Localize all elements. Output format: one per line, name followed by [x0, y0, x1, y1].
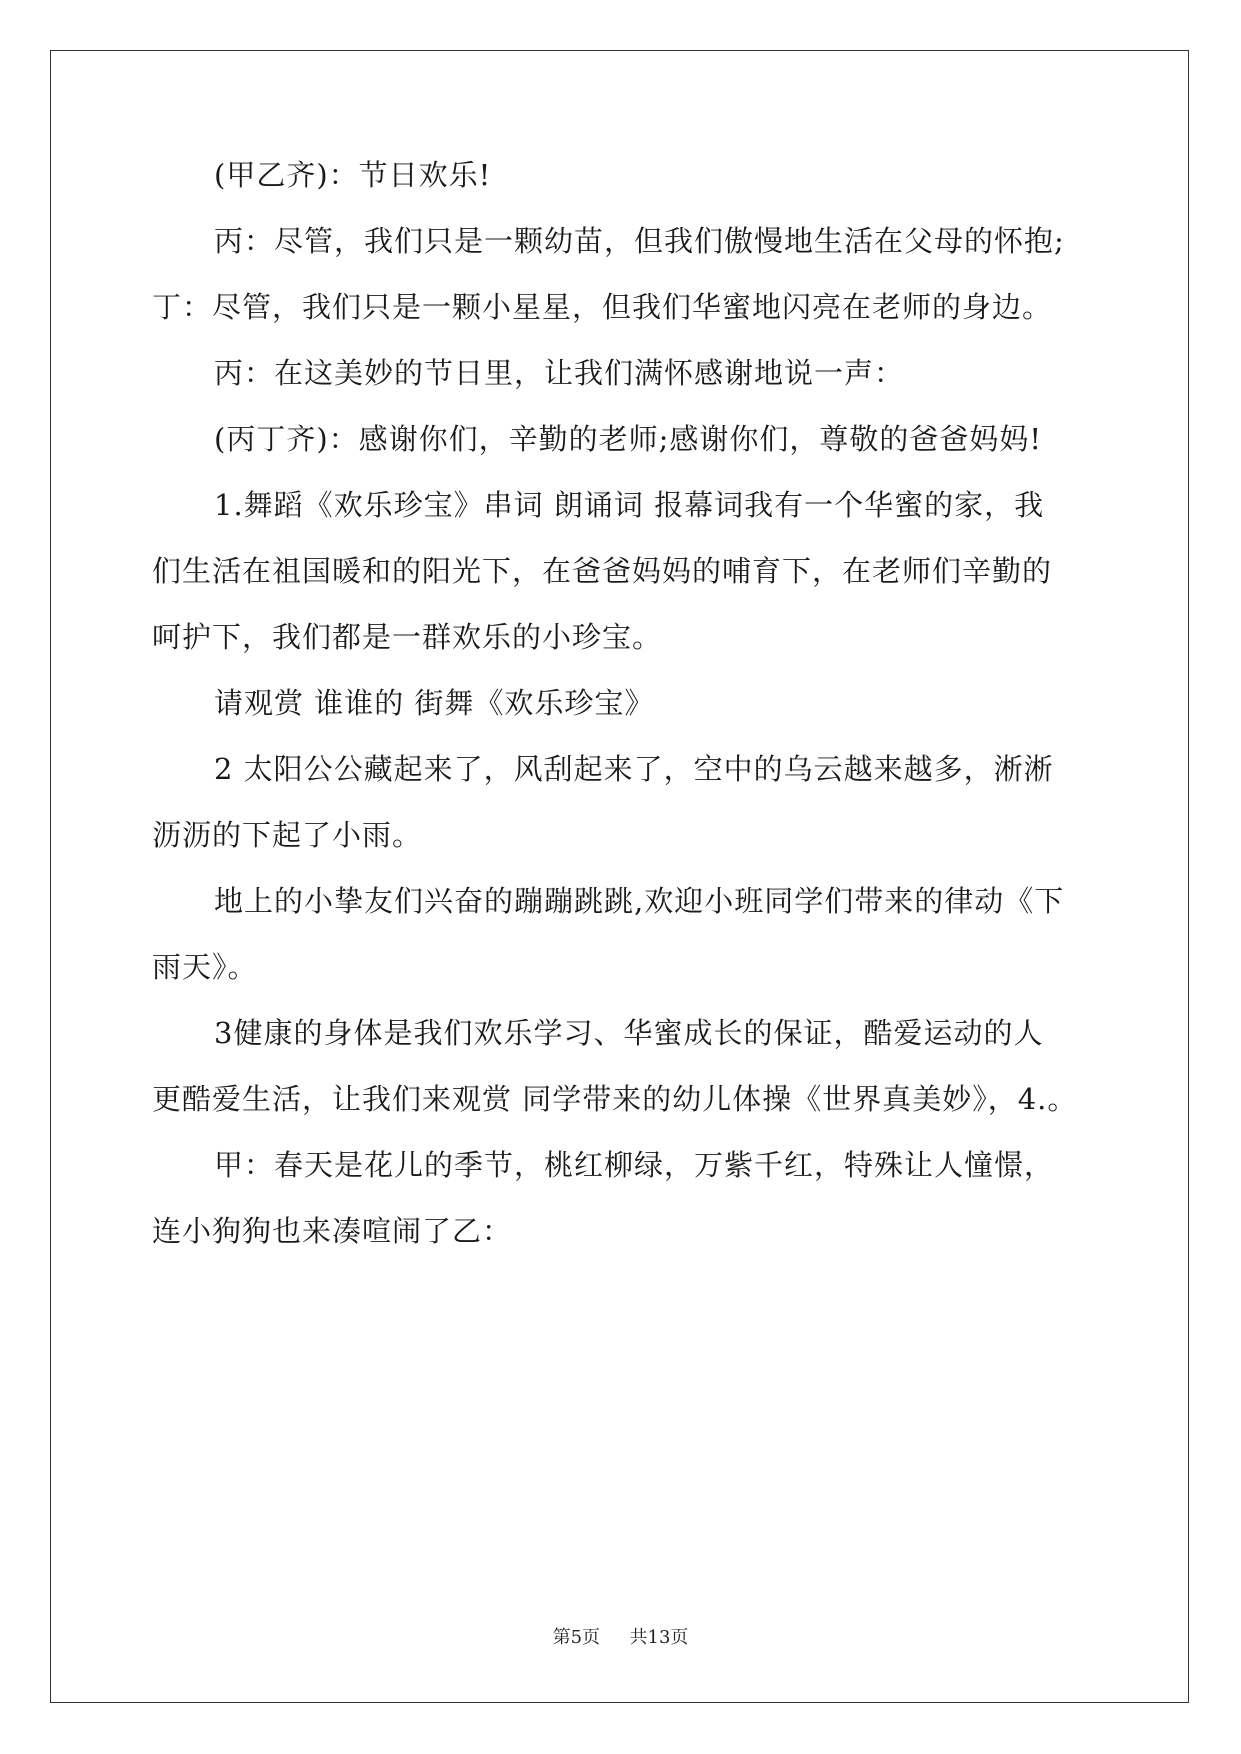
text-line: 1.舞蹈《欢乐珍宝》串词 朗诵词 报幕词我有一个华蜜的家，我: [214, 488, 1045, 522]
text-line: 3健康的身体是我们欢乐学习、华蜜成长的保证，酷爱运动的人: [214, 1016, 1044, 1050]
text-line: 雨天》。: [152, 950, 258, 984]
page-total: 共13页: [629, 1627, 689, 1648]
text-line: (甲乙齐)：节日欢乐!: [214, 158, 492, 192]
text-line: 甲：春天是花儿的季节，桃红柳绿，万紫千红，特殊让人憧憬，: [214, 1148, 1055, 1182]
text-line: 更酷爱生活，让我们来观赏 同学带来的幼儿体操《世界真美妙》，4.。: [152, 1082, 1078, 1116]
text-line: 连小狗狗也来凑喧闹了乙：: [152, 1214, 513, 1248]
text-line: 2 太阳公公藏起来了，风刮起来了，空中的乌云越来越多，淅淅: [214, 752, 1054, 786]
text-line: 请观赏 谁谁的 街舞《欢乐珍宝》: [214, 686, 655, 720]
page-number: 第5页: [552, 1627, 601, 1648]
text-line: 丙：尽管，我们只是一颗幼苗，但我们傲慢地生活在父母的怀抱;: [214, 224, 1065, 258]
text-line: 地上的小挚友们兴奋的蹦蹦跳跳,欢迎小班同学们带来的律动《下: [214, 884, 1065, 918]
text-line: 丁：尽管，我们只是一颗小星星，但我们华蜜地闪亮在老师的身边。: [152, 290, 1053, 324]
text-line: 们生活在祖国暖和的阳光下，在爸爸妈妈的哺育下，在老师们辛勤的: [152, 554, 1053, 588]
text-line: 沥沥的下起了小雨。: [152, 818, 423, 852]
text-line: 呵护下，我们都是一群欢乐的小珍宝。: [152, 620, 663, 654]
text-line: 丙：在这美妙的节日里，让我们满怀感谢地说一声：: [214, 356, 905, 390]
page-footer: [0, 1626, 1241, 1650]
text-line: (丙丁齐)：感谢你们，辛勤的老师;感谢你们，尊敬的爸爸妈妈!: [214, 422, 1043, 456]
